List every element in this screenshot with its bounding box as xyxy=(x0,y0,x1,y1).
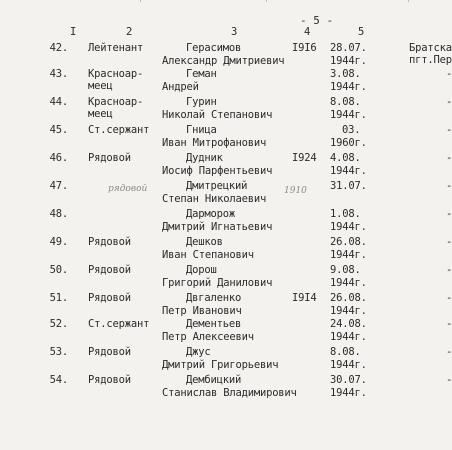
burial-place: пгт.Пер xyxy=(409,54,452,66)
rank: Рядовой xyxy=(88,152,131,164)
rank: Лейтенант xyxy=(88,42,144,54)
death-year: 1944г. xyxy=(330,81,367,93)
death-date: 9.08. xyxy=(330,264,361,276)
surname: Дембицкий xyxy=(186,374,242,386)
death-date: 30.07. xyxy=(330,374,367,386)
death-date: 31.07. xyxy=(330,180,367,192)
rank: Ст.сержант xyxy=(88,318,150,330)
death-date: 03. xyxy=(342,124,361,136)
birth-year: I924 xyxy=(292,152,317,164)
death-date: 1.08. xyxy=(330,208,361,220)
death-year: 1944г. xyxy=(330,305,367,317)
edge-mark xyxy=(408,0,409,2)
row-number: 49. xyxy=(49,236,68,248)
death-date: 8.08. xyxy=(330,346,361,358)
column-number: 2 xyxy=(126,26,133,38)
death-year: 1944г. xyxy=(330,55,367,67)
edge-mark xyxy=(266,0,267,2)
row-number: 46. xyxy=(49,152,68,164)
row-number: 48. xyxy=(49,208,68,220)
death-year: 1944г. xyxy=(330,331,367,343)
surname: Дешков xyxy=(186,236,223,248)
burial-place: Братска xyxy=(409,42,452,54)
page-number: - 5 - xyxy=(300,14,334,27)
death-date: 8.08. xyxy=(330,96,361,108)
rank: Рядовой xyxy=(88,264,131,276)
rank: Красноар- xyxy=(88,96,144,108)
row-number: 47. xyxy=(49,180,68,192)
burial-place: - xyxy=(446,318,452,330)
rank: Красноар- xyxy=(88,68,144,80)
row-number: 42. xyxy=(49,42,68,54)
surname: Дудник xyxy=(186,152,223,164)
death-date: 26.08. xyxy=(330,292,367,304)
death-date: 24.08. xyxy=(330,318,367,330)
rank: Рядовой xyxy=(88,236,131,248)
burial-place: - xyxy=(446,152,452,164)
rank: Рядовой xyxy=(88,346,131,358)
death-date: 26.08. xyxy=(330,236,367,248)
handwritten-year-note: 1910 xyxy=(284,186,307,196)
surname: Геман xyxy=(186,68,217,80)
column-number: 5 xyxy=(358,26,365,38)
rank: Ст.сержант xyxy=(88,124,150,136)
burial-place: - xyxy=(446,374,452,386)
row-number: 44. xyxy=(49,96,68,108)
edge-mark xyxy=(140,0,141,2)
row-number: 54. xyxy=(49,374,68,386)
burial-place: - xyxy=(446,208,452,220)
given-names: Николай Степанович xyxy=(162,109,273,121)
given-names: Степан Николаевич xyxy=(162,193,267,205)
surname: Герасимов xyxy=(186,42,242,54)
row-number: 53. xyxy=(49,346,68,358)
birth-year: I9I4 xyxy=(292,292,317,304)
row-number: 43. xyxy=(49,68,68,80)
burial-place: - xyxy=(446,180,452,192)
death-year: 1944г. xyxy=(330,387,367,399)
surname: Дмитрецкий xyxy=(186,180,248,192)
surname: Гница xyxy=(186,124,217,136)
given-names: Александр Дмитриевич xyxy=(162,55,285,67)
handwritten-rank-note: рядовой xyxy=(108,184,148,194)
surname: Дементьев xyxy=(186,318,242,330)
rank: меец xyxy=(88,108,113,120)
burial-place: - xyxy=(446,96,452,108)
column-number: 4 xyxy=(304,26,311,38)
burial-place: - xyxy=(446,236,452,248)
given-names: Иосиф Парфентьевич xyxy=(162,165,273,177)
burial-place: - xyxy=(446,292,452,304)
surname: Двгаленко xyxy=(186,292,242,304)
surname: Гурин xyxy=(186,96,217,108)
row-number: 45. xyxy=(49,124,68,136)
death-year: 1944г. xyxy=(330,109,367,121)
given-names: Станислав Владимирович xyxy=(162,387,297,399)
surname: Джус xyxy=(186,346,211,358)
death-year: 1944г. xyxy=(330,249,367,261)
burial-place: - xyxy=(446,124,452,136)
birth-year: I9I6 xyxy=(292,42,317,54)
burial-place: - xyxy=(446,68,452,80)
rank: Рядовой xyxy=(88,374,131,386)
death-year: 1944г. xyxy=(330,165,367,177)
given-names: Дмитрий Григорьевич xyxy=(162,359,279,371)
death-year: 1944г. xyxy=(330,277,367,289)
surname: Дорош xyxy=(186,264,217,276)
burial-place: - xyxy=(446,346,452,358)
rank: меец xyxy=(88,80,113,92)
death-year: 1960г. xyxy=(330,137,367,149)
given-names: Иван Степанович xyxy=(162,249,254,261)
death-date: 4.08. xyxy=(330,152,361,164)
column-number: I xyxy=(70,26,77,38)
given-names: Андрей xyxy=(162,81,199,93)
given-names: Григорий Данилович xyxy=(162,277,273,289)
burial-place: - xyxy=(446,264,452,276)
death-year: 1944г. xyxy=(330,221,367,233)
row-number: 52. xyxy=(49,318,68,330)
column-number: 3 xyxy=(231,26,238,38)
given-names: Дмитрий Игнатьевич xyxy=(162,221,273,233)
given-names: Петр Алексеевич xyxy=(162,331,254,343)
given-names: Иван Митрофанович xyxy=(162,137,267,149)
row-number: 50. xyxy=(49,264,68,276)
given-names: Петр Иванович xyxy=(162,305,242,317)
surname: Дарморож xyxy=(186,208,235,220)
death-date: 28.07. xyxy=(330,42,367,54)
row-number: 51. xyxy=(49,292,68,304)
death-date: 3.08. xyxy=(330,68,361,80)
rank: Рядовой xyxy=(88,292,131,304)
death-year: 1944г. xyxy=(330,359,367,371)
